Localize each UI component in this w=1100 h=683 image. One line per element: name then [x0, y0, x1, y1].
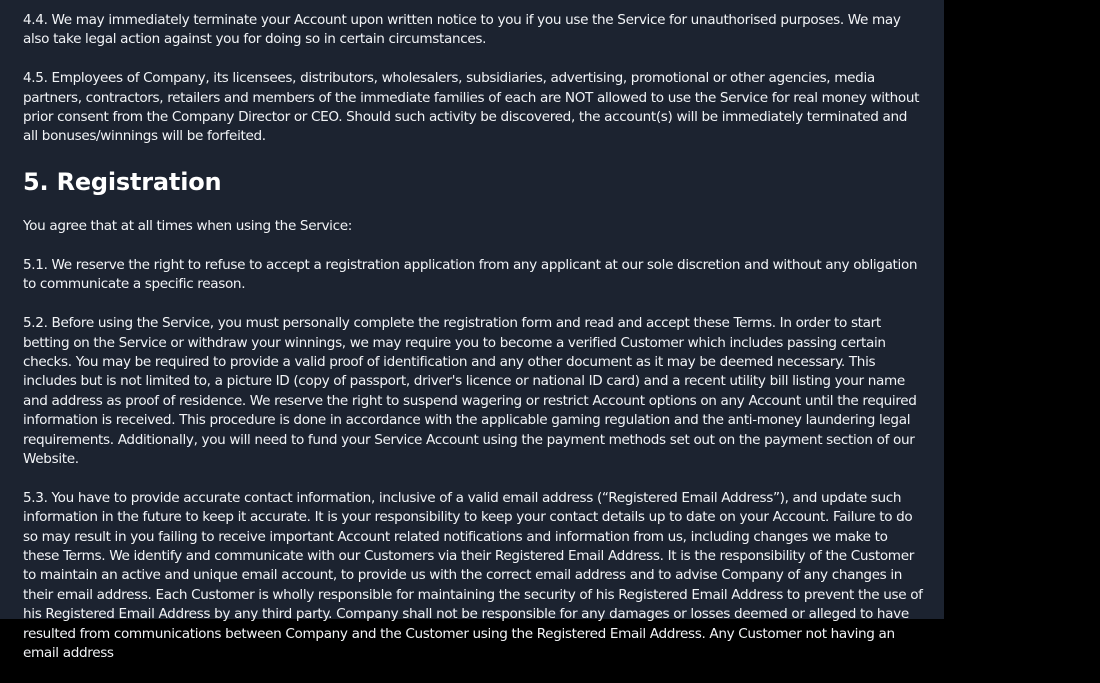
- clause-5-1: 5.1. We reserve the right to refuse to accept a registration application from any applicant at our sole discretion and without any obligation to communicate a specific reason.: [23, 257, 918, 293]
- terms-content: [23, 11, 923, 683]
- section-heading-registration: 5. Registration: [23, 168, 222, 197]
- clause-5-3: 5.3. You have to provide accurate contact information, inclusive of a valid email address (“Registered Email Address”), and update such information in the future to keep it accurate. It is your responsibility to keep your contact details up to date on your Account. Failure to do so may result in you failing to receive important Account related notifications and information from us, including changes we make to these Terms. We identify and communicate with our Customers via their Registered Email Address. It is the responsibility of the Customer to maintain an active and unique email account, to provide us with the correct email address and to advise Company of any changes in their email address. Each Customer is wholly responsible for maintaining the security of his Registered Email Address to prevent the use of his Registered Email Address by any third party. Company shall not be responsible for any damages or losses deemed or alleged to have resulted from communications between Company and the Customer using the Registered Email Address. Any Customer not having an email address: [23, 489, 923, 662]
- registration-intro: You agree that at all times when using the Service:: [23, 218, 352, 235]
- clause-5-2: 5.2. Before using the Service, you must personally complete the registration form and read and accept these Terms. In order to start betting on the Service or withdraw your winnings, we may require you to become a verified Customer which includes passing certain checks. You may be required to provide a valid proof of identification and any other document as it may be deemed necessary. This includes but is not limited to, a picture ID (copy of passport, driver's licence or national ID card) and a recent utility bill listing your name and address as proof of residence. We reserve the right to suspend wagering or restrict Account options on any Account until the required information is received. This procedure is done in accordance with the applicable gaming regulation and the anti-money laundering legal requirements. Additionally, you will need to fund your Service Account using the payment methods set out on the payment section of our Website.: [23, 315, 917, 468]
- clause-4-5: 4.5. Employees of Company, its licensees, distributors, wholesalers, subsidiaries, advertising, promotional or other agencies, media partners, contractors, retailers and members of the immediate families of each are NOT allowed to use the Service for real money without prior consent from the Company Director or CEO. Should such activity be discovered, the account(s) will be immediately terminated and all bonuses/winnings will be forfeited.: [23, 70, 920, 145]
- clause-4-4: 4.4. We may immediately terminate your Account upon written notice to you if you use the Service for unauthorised purposes. We may also take legal action against you for doing so in certain circumstances.: [23, 12, 901, 48]
